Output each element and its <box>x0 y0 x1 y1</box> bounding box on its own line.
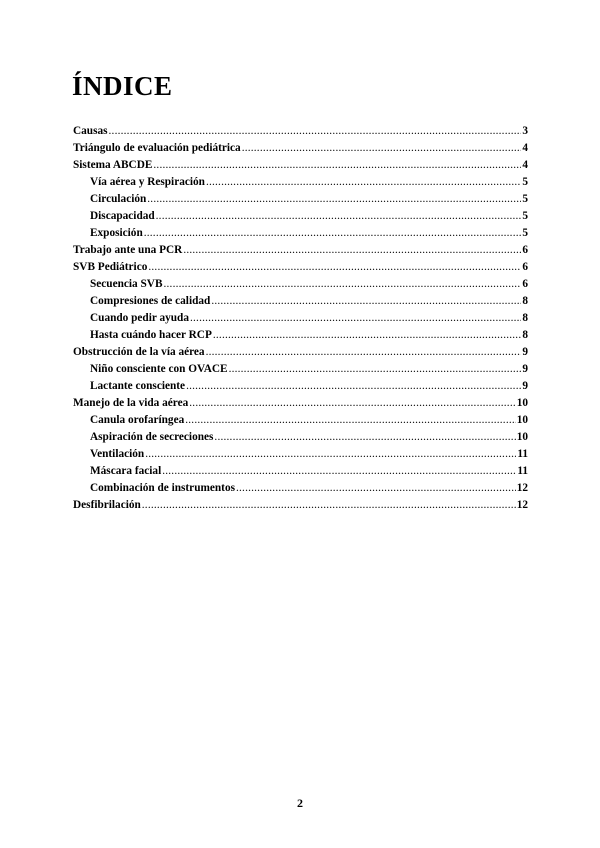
toc-entry-exposicion[interactable] <box>73 225 528 242</box>
toc-entry-cuando-pedir-ayuda[interactable] <box>73 310 528 327</box>
toc-entry-circulacion[interactable] <box>73 191 528 208</box>
toc-entry-label: Exposición <box>90 227 143 239</box>
toc-entry-page: 9 <box>522 346 528 358</box>
toc-entry-label: SVB Pediátrico <box>73 261 148 273</box>
toc-entry-label: Discapacidad <box>90 210 155 222</box>
dot-leader <box>148 259 521 276</box>
toc-entry-label: Combinación de instrumentos <box>90 482 235 494</box>
toc-entry-label: Trabajo ante una PCR <box>73 244 183 256</box>
toc-entry-manejo-via-aerea[interactable] <box>73 395 528 412</box>
dot-leader <box>147 191 521 208</box>
toc-entry-label: Cuando pedir ayuda <box>90 312 189 324</box>
toc-entry-page: 10 <box>516 414 528 426</box>
dot-leader <box>214 429 515 446</box>
toc-entry-label: Manejo de la vida aérea <box>73 397 189 409</box>
toc-entry-page: 10 <box>516 431 528 443</box>
toc-entry-label: Compresiones de calidad <box>90 295 211 307</box>
toc-entry-page: 5 <box>522 210 528 222</box>
toc-entry-label: Ventilación <box>90 448 145 460</box>
toc-entry-lactante-consciente[interactable] <box>73 378 528 395</box>
toc-entry-desfibrilacion[interactable] <box>73 497 528 514</box>
toc-entry-sistema-abcde[interactable] <box>73 157 528 174</box>
toc-entry-trabajo-pcr[interactable] <box>73 242 528 259</box>
toc-entry-discapacidad[interactable] <box>73 208 528 225</box>
toc-entry-label: Lactante consciente <box>90 380 186 392</box>
toc-entry-ventilacion[interactable] <box>73 446 528 463</box>
toc-entry-page: 8 <box>522 329 528 341</box>
toc-entry-page: 5 <box>522 193 528 205</box>
toc-entry-page: 8 <box>522 312 528 324</box>
dot-leader <box>109 123 522 140</box>
toc-entry-page: 11 <box>517 465 528 477</box>
dot-leader <box>213 327 521 344</box>
toc-entry-label: Triángulo de evaluación pediátrica <box>73 142 241 154</box>
dot-leader <box>145 446 516 463</box>
dot-leader <box>211 293 521 310</box>
toc-entry-page: 4 <box>522 142 528 154</box>
toc-entry-secuencia-svb[interactable] <box>73 276 528 293</box>
dot-leader <box>189 395 515 412</box>
toc-entry-via-aerea[interactable] <box>73 174 528 191</box>
toc-entry-mascara-facial[interactable] <box>73 463 528 480</box>
dot-leader <box>242 140 522 157</box>
toc-entry-page: 11 <box>517 448 528 460</box>
toc-entry-page: 10 <box>516 397 528 409</box>
toc-entry-label: Obstrucción de la vía aérea <box>73 346 205 358</box>
dot-leader <box>229 361 522 378</box>
toc-entry-page: 12 <box>516 499 528 511</box>
toc-entry-nino-consciente[interactable] <box>73 361 528 378</box>
toc-entry-aspiracion[interactable] <box>73 429 528 446</box>
toc-entry-page: 8 <box>522 295 528 307</box>
dot-leader <box>206 174 521 191</box>
toc-entry-label: Desfibrilación <box>73 499 141 511</box>
toc-entry-label: Máscara facial <box>90 465 162 477</box>
dot-leader <box>183 242 521 259</box>
toc-entry-combinacion[interactable] <box>73 480 528 497</box>
toc-entry-label: Niño consciente con OVACE <box>90 363 228 375</box>
toc-entry-label: Canula orofaríngea <box>90 414 185 426</box>
toc-entry-page: 4 <box>522 159 528 171</box>
dot-leader <box>186 378 521 395</box>
toc-entry-page: 9 <box>522 380 528 392</box>
toc-entry-label: Circulación <box>90 193 147 205</box>
toc-entry-page: 12 <box>516 482 528 494</box>
toc-entry-causas[interactable] <box>73 123 528 140</box>
toc-entry-page: 9 <box>522 363 528 375</box>
toc-entry-page: 6 <box>522 244 528 256</box>
toc-entry-obstruccion[interactable] <box>73 344 528 361</box>
toc-entry-label: Causas <box>73 125 108 137</box>
dot-leader <box>144 225 522 242</box>
toc-entry-triangulo[interactable] <box>73 140 528 157</box>
dot-leader <box>153 157 521 174</box>
dot-leader <box>190 310 521 327</box>
toc-entry-hasta-cuando-rcp[interactable] <box>73 327 528 344</box>
toc-entry-page: 3 <box>522 125 528 137</box>
dot-leader <box>142 497 516 514</box>
toc-entry-label: Hasta cuándo hacer RCP <box>90 329 212 341</box>
page-title: ÍNDICE <box>72 71 173 101</box>
toc-entry-label: Secuencia SVB <box>90 278 163 290</box>
toc-entry-label: Aspiración de secreciones <box>90 431 214 443</box>
toc-entry-compresiones[interactable] <box>73 293 528 310</box>
toc-entry-page: 6 <box>522 278 528 290</box>
dot-leader <box>236 480 516 497</box>
dot-leader <box>156 208 522 225</box>
dot-leader <box>185 412 515 429</box>
toc-entry-page: 6 <box>522 261 528 273</box>
table-of-contents <box>73 123 528 514</box>
toc-entry-label: Sistema ABCDE <box>73 159 153 171</box>
dot-leader <box>162 463 516 480</box>
toc-entry-page: 5 <box>522 176 528 188</box>
page-number: 2 <box>297 796 303 810</box>
toc-entry-label: Vía aérea y Respiración <box>90 176 205 188</box>
toc-entry-page: 5 <box>522 227 528 239</box>
dot-leader <box>164 276 522 293</box>
toc-entry-canula[interactable] <box>73 412 528 429</box>
dot-leader <box>206 344 522 361</box>
toc-entry-svb-pediatrico[interactable] <box>73 259 528 276</box>
